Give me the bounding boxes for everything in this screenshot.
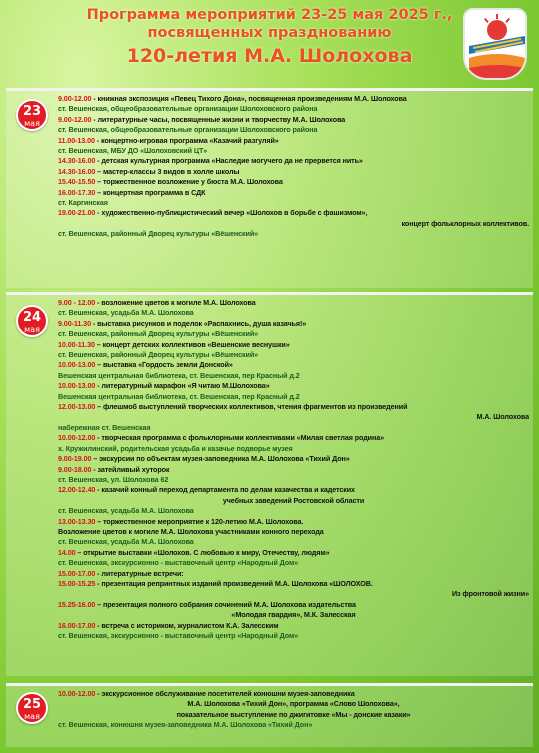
event-text: - презентация репринтных изданий произведений М.А. Шолохова «ШОЛОХОВ. xyxy=(95,578,373,588)
event-text: - творческая программа с фольклорными коллективами «Милая светлая родина» xyxy=(95,433,385,443)
event-venue: набережная ст. Вешенская xyxy=(58,422,151,432)
event-line xyxy=(58,621,529,631)
event-line xyxy=(58,136,529,146)
date-month: мая xyxy=(24,712,40,721)
event-text: – презентация полного собрания сочинений М.А. Шолохова издательства xyxy=(95,599,356,609)
event-time: 9.00-11.30 xyxy=(58,318,91,328)
event-time: 9.00-18.00 xyxy=(58,464,92,474)
event-venue: ст. Каргинская xyxy=(58,198,108,208)
event-text: – открытие выставки «Шолохов. С любовью к миру, Отечеству, людям» xyxy=(75,547,330,557)
header xyxy=(0,6,539,68)
event-line xyxy=(58,699,529,709)
schedule-list xyxy=(58,298,529,641)
event-time: 15.00-17.00 xyxy=(58,568,96,578)
event-time: 9.00 - 12.00 xyxy=(58,298,96,307)
event-text: - казачий конный переход департамента по делам казачества и кадетских xyxy=(95,485,355,495)
event-text: - книжная экспозиция «Певец Тихого Дона», посвященная произведениям М.А. Шолохова xyxy=(91,94,407,103)
date-month: мая xyxy=(24,119,40,128)
event-line xyxy=(58,517,529,527)
event-venue: ст. Вешенская, районный Дворец культуры «Вёшенский» xyxy=(58,350,259,360)
event-time: 10.00-11.30 xyxy=(58,339,95,349)
event-venue: ст. Вешенская, экскурсионно - выставочный центр «Народный Дом» xyxy=(58,558,299,568)
event-venue: ст. Вешенская, общеобразовательные организации Шолоховского района xyxy=(58,104,318,114)
event-line xyxy=(58,381,529,391)
event-time: 13.00-13.30 xyxy=(58,516,96,526)
event-time: 10.00-13.00 xyxy=(58,381,96,391)
event-text: - затейливый хуторок xyxy=(91,464,170,474)
event-time: 15.00-15.25 xyxy=(58,578,96,588)
date-day: 25 xyxy=(22,697,42,712)
event-line xyxy=(58,340,529,350)
event-text: - литературный марафон «Я читаю М.Шолохова» xyxy=(95,381,270,391)
event-line xyxy=(58,208,529,218)
event-line xyxy=(58,527,529,537)
event-text: - возложение цветов к могиле М.А. Шолохова xyxy=(95,298,256,307)
event-time: 16.00-17.30 xyxy=(58,187,96,197)
event-text: – торжественное возложение у бюста М.А. Шолохова xyxy=(95,177,283,187)
event-venue: ст. Вешенская, общеобразовательные организации Шолоховского района xyxy=(58,125,318,135)
event-time: 11.00-13.00 xyxy=(58,135,95,145)
event-line xyxy=(58,485,529,495)
day-panel-25 xyxy=(6,683,533,747)
event-line xyxy=(58,710,529,720)
event-venue: ст. Вешенская, конюшня музея-заповедника М.А. Шолохова «Тихий Дон» xyxy=(58,720,313,730)
event-line xyxy=(58,298,529,308)
event-line xyxy=(58,454,529,464)
event-time: 14.30-16.00 xyxy=(58,166,96,176)
day-panel-24 xyxy=(6,292,533,676)
event-line xyxy=(58,94,529,104)
event-line xyxy=(58,433,529,443)
title-line-2: посвященных празднованию xyxy=(147,25,392,41)
event-time: 10.00-12.00 xyxy=(58,433,96,443)
event-venue: ст. Вешенская, ул. Шолохова 62 xyxy=(58,474,169,484)
event-venue: ст. Вешенская, районный Дворец культуры «Вёшенский» xyxy=(58,329,259,339)
event-venue: Вешенская центральная библиотека, ст. Вешенская, пер Красный д.2 xyxy=(58,370,300,380)
event-text: Возложение цветов к могиле М.А. Шолохова участниками конного перехода xyxy=(58,526,324,536)
event-line xyxy=(58,496,529,506)
event-line xyxy=(58,548,529,558)
district-emblem-logo xyxy=(463,8,527,80)
event-text: «Молодая гвардия», М.К. Залесская xyxy=(231,610,356,620)
event-venue: ст. Вешенская, усадьба М.А. Шолохова xyxy=(58,537,194,547)
event-time: 14.30-16.00 xyxy=(58,156,96,166)
event-time: 9.00-12.00 xyxy=(58,94,92,103)
event-line xyxy=(58,319,529,329)
date-badge-23 xyxy=(16,99,48,131)
event-line xyxy=(58,156,529,166)
event-text: - художественно-публицистический вечер «Шолохов в борьбе с фашизмом», xyxy=(95,208,368,218)
date-day: 23 xyxy=(22,104,42,119)
event-text: М.А. Шолохова «Тихий Дон», программа «Слово Шолохова», xyxy=(187,699,400,709)
date-month: мая xyxy=(24,325,40,334)
event-line xyxy=(58,188,529,198)
event-text: – флешмоб выступлений творческих коллективов, чтения фрагментов из произведений xyxy=(95,402,408,412)
event-text: учебных заведений Ростовской области xyxy=(222,495,365,505)
day-panel-23 xyxy=(6,88,533,288)
event-text: - экскурсионное обслуживание посетителей конюшни музея-заповедника xyxy=(95,689,355,698)
event-time: 14.00 xyxy=(58,547,76,557)
event-line xyxy=(58,569,529,579)
event-time: 12.00-13.00 xyxy=(58,402,96,412)
event-line xyxy=(58,689,529,699)
event-line xyxy=(58,115,529,125)
schedule-list xyxy=(58,94,529,240)
date-day: 24 xyxy=(22,310,42,325)
event-venue: Вешенская центральная библиотека, ст. Вешенская, пер Красный д.2 xyxy=(58,391,300,401)
event-text: – концерт детских коллективов «Вешенские веснушки» xyxy=(94,339,290,349)
event-venue: ст. Вешенская, районный Дворец культуры «Вёшенский» xyxy=(58,229,259,239)
event-text: – выставка «Гордость земли Донской» xyxy=(95,360,233,370)
event-text: – мастер-классы 3 видов в холле школы xyxy=(95,166,240,176)
event-time: 15.25-16.00 xyxy=(58,599,96,609)
event-time: 19.00-21.00 xyxy=(58,208,96,218)
event-text: показательное выступление по джигитовке «Мы - донские казаки» xyxy=(176,709,411,719)
event-line xyxy=(58,589,529,599)
date-badge-25 xyxy=(16,692,48,724)
event-text: концерт фольклорных коллективов. xyxy=(401,218,529,228)
title-main: 120-летия М.А. Шолохова xyxy=(126,45,413,67)
event-venue: х. Кружилинский, родительская усадьба и казачье подворье музея xyxy=(58,443,293,453)
event-time: 10.00-12.00 xyxy=(58,689,96,698)
event-time: 10.00-13.00 xyxy=(58,360,96,370)
event-line xyxy=(58,360,529,370)
event-time: 9.00-12.00 xyxy=(58,114,92,124)
event-line xyxy=(58,465,529,475)
event-text: М.А. Шолохова xyxy=(476,412,529,422)
event-line xyxy=(58,600,529,610)
event-venue: ст. Вешенская, усадьба М.А. Шолохова xyxy=(58,308,194,318)
event-venue: ст. Вешенская, МБУ ДО «Шолоховский ЦТ» xyxy=(58,146,208,156)
event-time: 15.40-15.50 xyxy=(58,177,96,187)
event-line xyxy=(58,412,529,422)
event-text: - встреча с историком, журналистом К.А. Залесским xyxy=(95,620,279,630)
event-text: - литературные встречи: xyxy=(95,568,184,578)
event-time: 9.00-19.00 xyxy=(58,454,92,464)
event-text: – экскурсии по объектам музея-заповедника М.А. Шолохова «Тихий Дон» xyxy=(91,454,350,464)
event-time: 16.00-17.00 xyxy=(58,620,96,630)
event-line xyxy=(58,177,529,187)
date-badge-24 xyxy=(16,305,48,337)
event-venue: ст. Вешенская, усадьба М.А. Шолохова xyxy=(58,506,194,516)
event-line xyxy=(58,219,529,229)
title-line-1: Программа мероприятий 23-25 мая 2025 г., xyxy=(86,7,453,23)
emblem-icon xyxy=(465,10,527,80)
event-text: - литературные часы, посвященные жизни и творчеству М.А. Шолохова xyxy=(91,114,346,124)
event-text: – торжественное мероприятие к 120-летию М.А. Шолохова. xyxy=(95,516,304,526)
event-line xyxy=(58,167,529,177)
event-text: – концертная программа в СДК xyxy=(95,187,206,197)
event-text: - выставка рисунков и поделок «Распахнись, душа казачья!» xyxy=(90,318,307,328)
event-text: Из фронтовой жизни» xyxy=(451,589,529,599)
event-time: 12.00-12.40 xyxy=(58,485,96,495)
schedule-list xyxy=(58,689,529,731)
event-venue: ст. Вешенская, экскурсионно - выставочный центр «Народный Дом» xyxy=(58,631,299,640)
event-text: - детская культурная программа «Наследие могучего да не прервется нить» xyxy=(95,156,363,166)
event-line xyxy=(58,579,529,589)
event-line xyxy=(58,610,529,620)
event-text: - концертно-игровая программа «Казачий разгуляй» xyxy=(94,135,279,145)
event-line xyxy=(58,402,529,412)
